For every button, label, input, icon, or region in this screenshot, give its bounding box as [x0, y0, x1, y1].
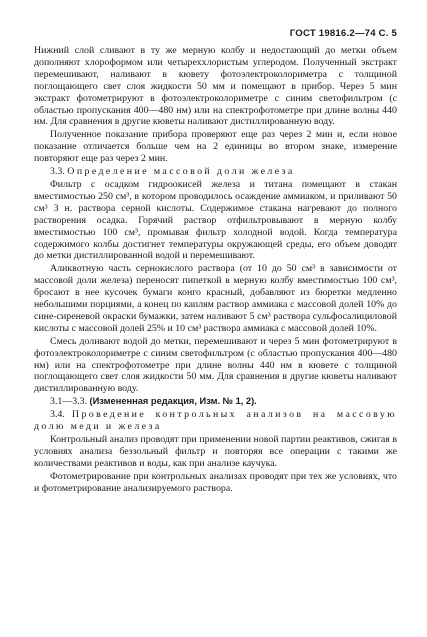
section-title: Определение массовой доли железа: [67, 166, 295, 178]
paragraph-control-photometry: Фотометрирование при контрольных анализах проводят при тех же условиях, что и фотометрирование анализируемого раствора.: [34, 470, 397, 494]
amendment-note: [34, 396, 397, 408]
paragraph-extract: Нижний слой сливают в ту же мерную колбу и недостающий до метки объем дополняют хлороформом или четыреххлористым углеродом. Полученный экстракт перемешивают, наливают в кювету фотоэлектроколориметра с толщиной поглощающего свет слоя жидкости 50 мм и помещают в прибор. Через 5 мин экстракт фотометрируют в фотоэлектроколориметре с синим светофильтром (с областью пропускания 400—480 нм) или на спектрофотометре при длине волны 440 нм. Для сравнения в другие кюветы наливают дистиллированную воду.: [34, 45, 397, 128]
paragraph-control-analysis: Контрольный анализ проводят при применении новой партии реактивов, сжигая в условиях анализа беззольный фильтр и повторяя все операции с такими же количествами реактивов и воды, как при анализе каучука.: [34, 434, 397, 469]
section-number: 3.4.: [50, 409, 72, 421]
section-number: 3.3.: [50, 166, 68, 178]
paragraph-filter: Фильтр с осадком гидроокисей железа и титана помещают в стакан вместимостью 250 см³, в котором проводилось осаждение аммиаком, и приливают 50 см³ 3 н. раствора серной кислоты. Содержимое стакана нагревают до полного растворения осадка. Горячий раствор отфильтровывают в мерную колбу вместимостью 100 см³, промывая фильтр холодной водой. Когда температура содержимого колбы достигнет температуры окружающей среды, его объем доводят до метки дистиллированной водой и перемешивают.: [34, 178, 397, 262]
paragraph-photometry: Смесь доливают водой до метки, перемешивают и через 5 мин фотометрируют в фотоэлектроколориметре с синим светофильтром (с областью пропускания 400—480 нм) или на спектрофотометре при длине волны 440 нм в кювете с толщиной поглощающего свет слоя жидкости 50 мм. Для сравнения в другие кюветы наливают дистиллированную воду.: [34, 335, 397, 395]
paragraph-check: Полученное показание прибора проверяют еще раз через 2 мин и, если новое показание отличается больше чем на 2 единицы во втором знаке, измерение повторяют еще раз через 2 мин.: [34, 129, 397, 165]
section-3-3-heading: [34, 166, 397, 178]
section-3-4-heading: [34, 409, 397, 433]
paragraph-aliquot: Аликвотную часть сернокислого раствора (от 10 до 50 см³ в зависимости от массовой доли железа) переносят пипеткой в мерную колбу вместимостью 100 см³, бросают в нее кусочек бумаги конго красный, добавляют из бюретки медленно небольшими порциями, а конец по каплям раствор аммиака с массовой долей 10% до сине-сиреневой окраски бумажки, затем наливают 5 см³ раствора сульфосалициловой кислоты с массовой долей 25% и 10 см³ раствора аммиака с массовой долей 10%.: [34, 263, 397, 334]
section-title: Проведение контрольных анализов на массовую долю меди и железа: [34, 409, 398, 433]
page-header: ГОСТ 19816.2—74 С. 5: [289, 28, 397, 39]
amendment-text: (Измененная редакция, Изм. № 1, 2).: [89, 396, 257, 407]
amendment-number: 3.1—3.3.: [50, 396, 90, 408]
